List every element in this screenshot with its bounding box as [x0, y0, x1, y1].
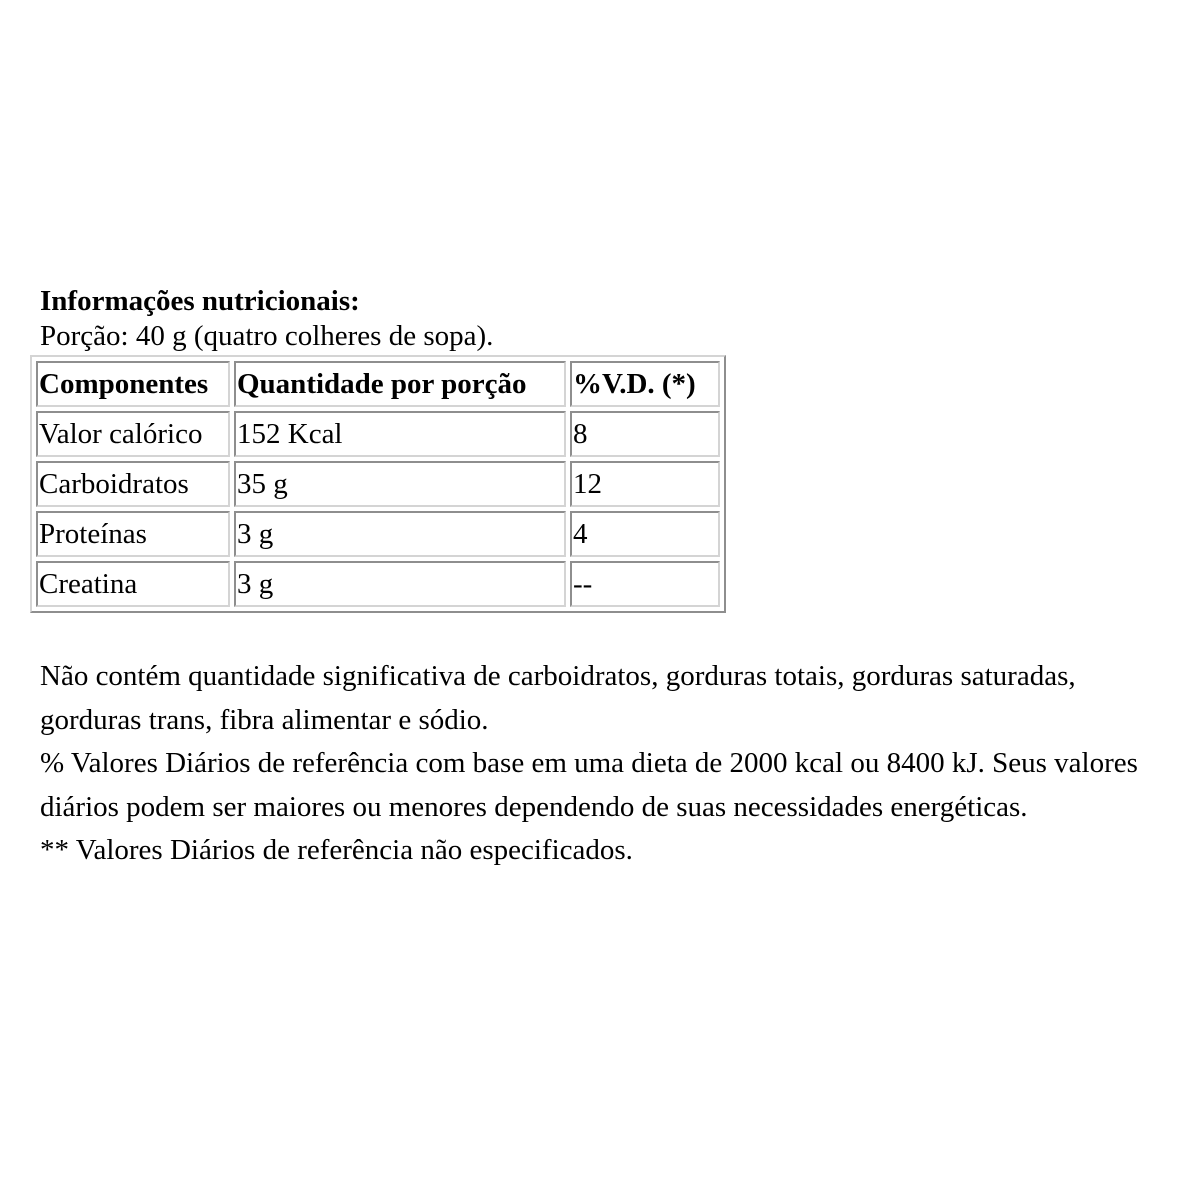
header-componentes: Componentes [36, 361, 230, 407]
table-row [36, 461, 720, 507]
nutrition-document [40, 283, 1190, 873]
header-quantidade: Quantidade por porção [234, 361, 566, 407]
table-row [36, 561, 720, 607]
row-daily-value: -- [570, 561, 720, 607]
table-header-row [36, 361, 720, 407]
row-quantity: 3 g [234, 561, 566, 607]
note-not-specified: ** Valores Diários de referência não especificados. [40, 834, 633, 866]
row-component: Proteínas [36, 511, 230, 557]
row-component: Creatina [36, 561, 230, 607]
portion-text: Porção: 40 g (quatro colheres de sopa). [40, 320, 494, 352]
header-vd: %V.D. (*) [570, 361, 720, 407]
row-quantity: 3 g [234, 511, 566, 557]
table-row [36, 411, 720, 457]
table-row [36, 511, 720, 557]
row-daily-value: 8 [570, 411, 720, 457]
note-daily-values: % Valores Diários de referência com base em uma dieta de 2000 kcal ou 8400 kJ. Seus valores diários podem ser maiores ou menores dependendo de suas necessidades energéticas. [40, 747, 1138, 823]
note-not-significant: Não contém quantidade significativa de carboidratos, gorduras totais, gorduras saturadas, gorduras trans, fibra alimentar e sódio. [40, 660, 1076, 736]
row-quantity: 35 g [234, 461, 566, 507]
nutrition-table [30, 355, 726, 613]
footnotes [40, 655, 1175, 873]
row-daily-value: 4 [570, 511, 720, 557]
row-component: Carboidratos [36, 461, 230, 507]
nutrition-heading: Informações nutricionais: [40, 285, 360, 317]
row-component: Valor calórico [36, 411, 230, 457]
row-daily-value: 12 [570, 461, 720, 507]
row-quantity: 152 Kcal [234, 411, 566, 457]
